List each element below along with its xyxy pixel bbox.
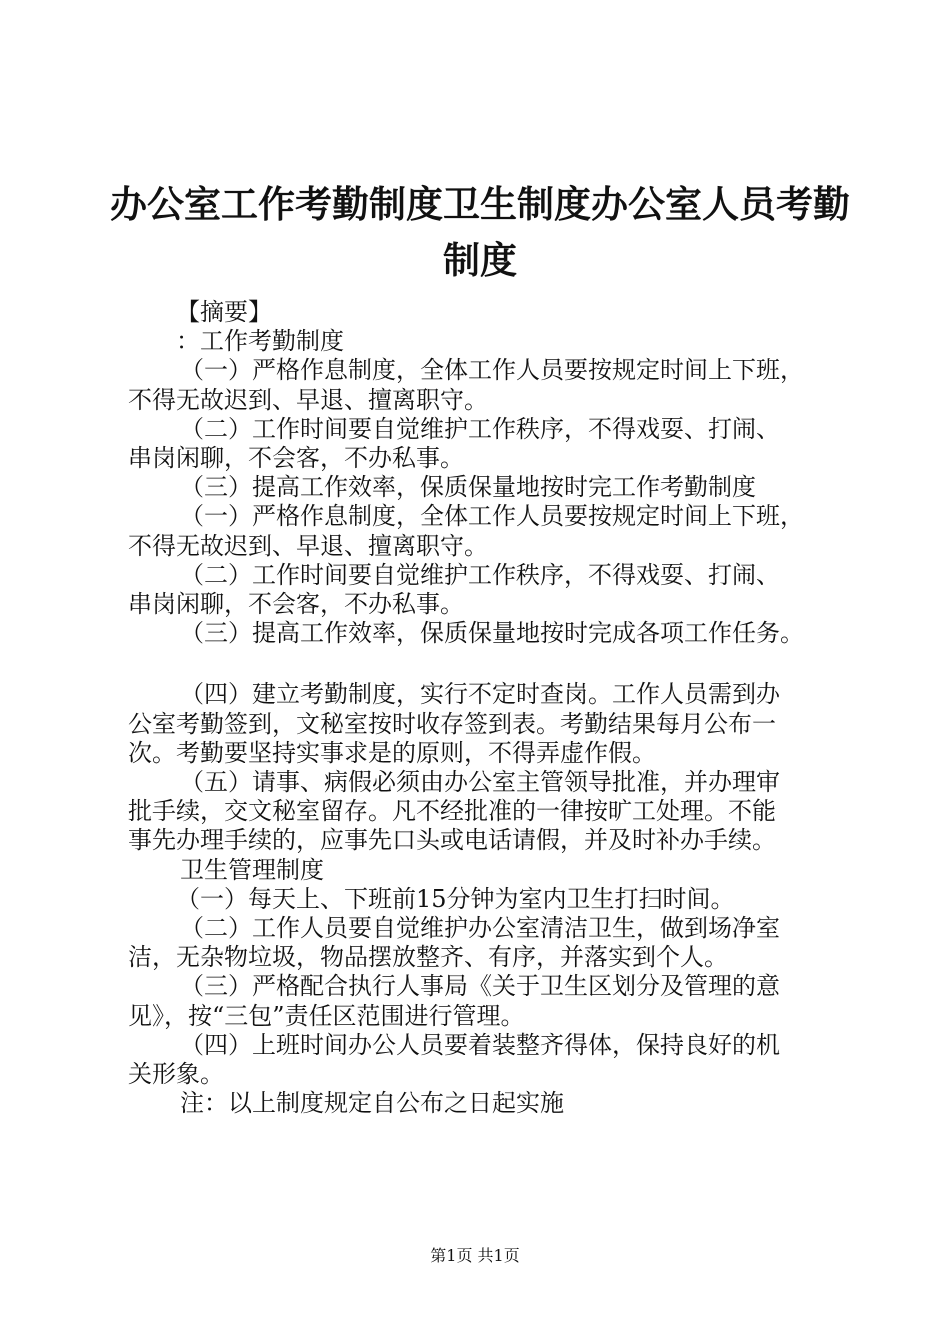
text-line: 批手续，交文秘室留存。凡不经批准的一律按旷工处理。不能 — [128, 797, 776, 826]
text-line: （三）提高工作效率，保质保量地按时完成各项工作任务。 — [180, 619, 804, 648]
text-line: 注：以上制度规定自公布之日起实施 — [180, 1089, 564, 1118]
text-line: （一）严格作息制度，全体工作人员要按规定时间上下班， — [180, 356, 804, 385]
title-line-2: 制度 — [443, 238, 517, 282]
text-line: ：工作考勤制度 — [176, 327, 344, 356]
text-line: （二）工作时间要自觉维护工作秩序，不得戏耍、打闹、 — [180, 414, 780, 443]
title-line-1: 办公室工作考勤制度卫生制度办公室人员考勤 — [110, 182, 850, 226]
text-line: （五）请事、病假必须由办公室主管领导批准，并办理审 — [180, 768, 780, 797]
paragraph — [128, 972, 848, 1030]
paragraph — [128, 619, 848, 648]
text-line: 不得无故迟到、早退、擅离职守。 — [128, 385, 488, 414]
section-heading-hygiene — [128, 856, 848, 885]
paragraph — [128, 502, 848, 560]
text-line: 卫生管理制度 — [180, 855, 324, 884]
paragraph — [128, 1031, 848, 1089]
document-body — [128, 298, 848, 1118]
text-line: 见》，按“三包”责任区范围进行管理。 — [128, 1001, 525, 1030]
text-line: 关形象。 — [128, 1060, 224, 1089]
section-heading-attendance — [128, 327, 848, 356]
text-line: 串岗闲聊，不会客，不办私事。 — [128, 590, 464, 619]
paragraph — [128, 914, 848, 972]
text-line: （一）每天上、下班前15分钟为室内卫生打扫时间。 — [176, 884, 735, 913]
text-line: （三）严格配合执行人事局《关于卫生区划分及管理的意 — [180, 972, 780, 1001]
page-footer: 第1页 共1页 — [430, 1246, 520, 1265]
paragraph — [128, 561, 848, 619]
text-line: （四）上班时间办公人员要着装整齐得体，保持良好的机 — [180, 1030, 780, 1059]
text-line: 【摘要】 — [176, 298, 272, 326]
text-line: （二）工作人员要自觉维护办公室清洁卫生，做到场净室 — [180, 914, 780, 943]
text-line: 公室考勤签到，文秘室按时收存签到表。考勤结果每月公布一 — [128, 709, 776, 738]
document-title — [100, 176, 860, 288]
paragraph — [128, 768, 848, 856]
text-line: （三）提高工作效率，保质保量地按时完工作考勤制度 — [180, 473, 756, 502]
text-line: （一）严格作息制度，全体工作人员要按规定时间上下班， — [180, 502, 804, 531]
text-line: 事先办理手续的，应事先口头或电话请假，并及时补办手续。 — [128, 826, 776, 855]
text-line: （二）工作时间要自觉维护工作秩序，不得戏耍、打闹、 — [180, 560, 780, 589]
text-line: 洁，无杂物垃圾，物品摆放整齐、有序，并落实到个人。 — [128, 943, 728, 972]
abstract-heading — [128, 298, 848, 327]
paragraph — [128, 680, 848, 768]
paragraph — [128, 473, 848, 502]
blank-line — [128, 648, 848, 680]
paragraph — [128, 356, 848, 414]
text-line: （四）建立考勤制度，实行不定时查岗。工作人员需到办 — [180, 680, 780, 709]
text-line: 不得无故迟到、早退、擅离职守。 — [128, 531, 488, 560]
text-line: 串岗闲聊，不会客，不办私事。 — [128, 444, 464, 473]
paragraph — [128, 885, 848, 914]
note — [128, 1089, 848, 1118]
paragraph — [128, 415, 848, 473]
text-line: 次。考勤要坚持实事求是的原则，不得弄虚作假。 — [128, 738, 656, 767]
